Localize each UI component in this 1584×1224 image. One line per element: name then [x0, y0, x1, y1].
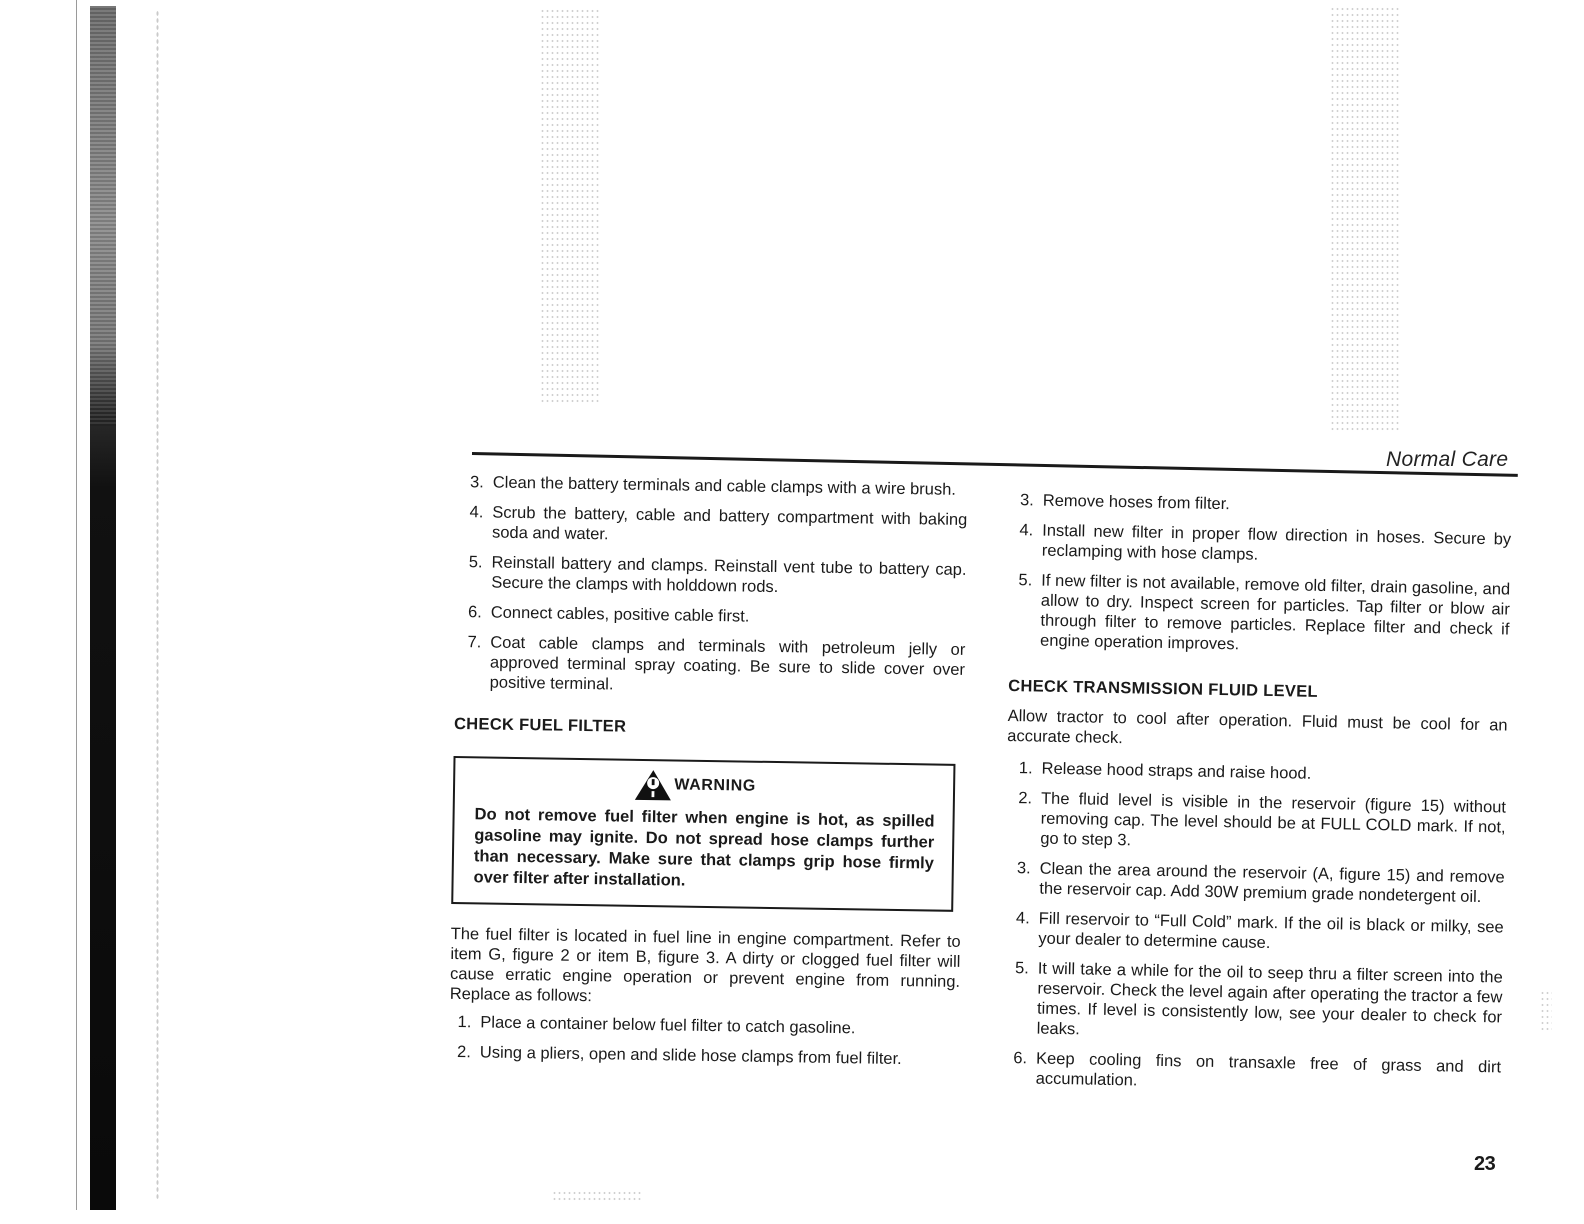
warning-triangle-icon — [634, 769, 672, 802]
section-title: Normal Care — [1386, 448, 1509, 471]
transmission-steps-list — [1001, 758, 1507, 1098]
right-column — [1000, 490, 1512, 1107]
list-item: 5. If new filter is not available, remove old filter, drain gasoline, and allow to dry. Inspect screen for particles. Tap filter or blow air through filter to remove particles. Replace filter and check if engine operation improves. — [1018, 571, 1511, 654]
scan-noise — [1330, 6, 1400, 431]
transmission-paragraph: Allow tractor to cool after operation. Fluid must be cool for an accurate check. — [1007, 706, 1508, 748]
fuel-filter-steps-list — [449, 1012, 960, 1070]
warning-box — [451, 756, 955, 912]
list-item: 4. Scrub the battery, cable and battery compartment with baking soda and water. — [469, 503, 968, 544]
warning-label: WARNING — [674, 776, 757, 795]
warning-text: Do not remove fuel filter when engine is hot, as spilled gasoline may ignite. Do not spread hose clamps further than necessary. Make sure that clamps grip hose firmly over filter after installation. — [473, 805, 935, 890]
header-rule — [472, 452, 1518, 477]
book-binding-shadow — [90, 6, 116, 1210]
fuel-filter-heading: CHECK FUEL FILTER — [453, 714, 627, 736]
list-item: 2. The fluid level is visible in the reservoir (figure 15) without removing cap. The level should be at FULL COLD mark. If not, go to step 3. — [1018, 789, 1507, 850]
page-number: 23 — [1474, 1153, 1496, 1175]
list-item: 1. Release hood straps and raise hood. — [1018, 759, 1312, 783]
transmission-heading: CHECK TRANSMISSION FLUID LEVEL — [1008, 676, 1319, 701]
list-item: 3. Remove hoses from filter. — [1019, 491, 1231, 514]
fuel-filter-paragraph: The fuel filter is located in fuel line in engine compartment. Refer to item G, figure 2 or item B, figure 3. A dirty or clogged fuel filter will cause erratic engine operation or prevent engine from running. Replace as follows: — [449, 924, 961, 1006]
scan-noise — [552, 1190, 642, 1202]
left-column — [449, 472, 968, 1080]
scan-noise — [156, 10, 159, 1200]
list-item: 6. Connect cables, positive cable first. — [467, 603, 750, 626]
list-item: 7. Coat cable clamps and terminals with petroleum jelly or approved terminal spray coating. Be sure to slide cover over positive terminal. — [467, 633, 966, 694]
binding-edge-line — [76, 0, 77, 1210]
list-item: 3. Clean the area around the reservoir (A, figure 15) and remove the reservoir cap. Add 30W premium grade nondetergent oil. — [1016, 859, 1505, 907]
battery-steps-list — [455, 472, 968, 700]
fuel-filter-steps-continued — [1009, 490, 1512, 660]
list-item: 4. Install new filter in proper flow direction in hoses. Secure by reclamping with hose clamps. — [1019, 521, 1512, 564]
list-item: 2. Using a pliers, open and slide hose clamps from fuel filter. — [456, 1043, 902, 1069]
warning-header — [475, 766, 935, 805]
list-item: 5. It will take a while for the oil to seep thru a filter screen into the reservoir. Check the level again after operating the tractor a few times. If level is consistently low, see your dealer to check for leaks. — [1014, 959, 1503, 1039]
list-item: 1. Place a container below fuel filter to catch gasoline. — [457, 1013, 856, 1038]
scan-noise — [540, 8, 600, 403]
list-item: 5. Reinstall battery and clamps. Reinstall vent tube to battery cap. Secure the clamps with holddown rods. — [468, 553, 967, 597]
list-item: 3. Clean the battery terminals and cable clamps with a wire brush. — [469, 473, 957, 499]
scan-noise — [1540, 990, 1552, 1030]
list-item: 4. Fill reservoir to “Full Cold” mark. If the oil is black or milky, see your dealer to determine cause. — [1015, 909, 1504, 953]
list-item: 6. Keep cooling fins on transaxle free of grass and dirt accumulation. — [1013, 1049, 1502, 1090]
